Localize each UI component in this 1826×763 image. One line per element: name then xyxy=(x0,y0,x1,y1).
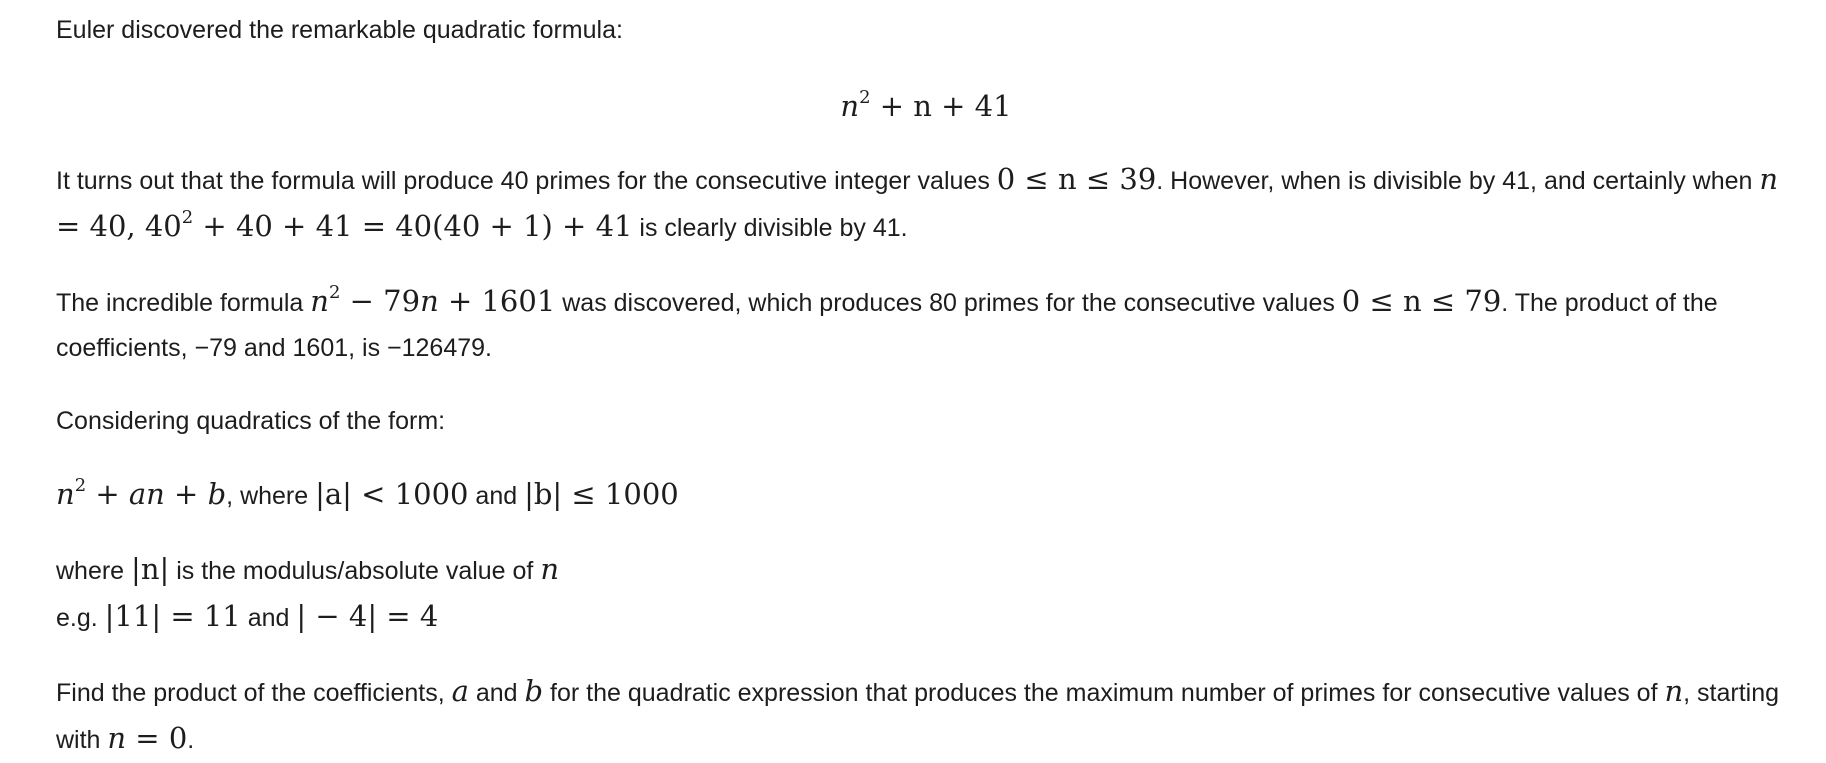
p4-plus-2: + xyxy=(164,477,208,511)
formula-variable: n xyxy=(840,89,860,123)
p4-form-math xyxy=(56,477,226,511)
p4-term-b: b xyxy=(207,477,227,511)
p5-line2-text: e.g. xyxy=(56,604,105,632)
p6-text-d: , starting with xyxy=(56,679,1780,754)
p3-text: Considering quadratics of the form: xyxy=(56,407,446,435)
p5-line1-math2: n xyxy=(540,552,560,586)
intro-paragraph xyxy=(56,8,1796,53)
p1-text-c: is clearly divisible by 41. xyxy=(632,214,908,242)
p2-var-2: n xyxy=(420,284,439,318)
paragraph-primes-40 xyxy=(56,157,1796,251)
p1-range-math: 0 ≤ n ≤ 39 xyxy=(996,162,1157,196)
problem-statement xyxy=(56,8,1796,763)
p5-line1-text2: is the modulus/absolute value of xyxy=(169,557,541,585)
formula-remainder: + n + 41 xyxy=(870,89,1012,123)
p6-text-c: for the quadratic expression that produces the maximum number of primes for consecutive values of xyxy=(543,679,1665,707)
formula-exponent: 2 xyxy=(859,87,871,109)
paragraph-primes-80 xyxy=(56,279,1796,371)
p2-formula-math xyxy=(310,284,555,318)
p2-text-a: The incredible formula xyxy=(56,289,311,317)
p5-line1-text: where xyxy=(56,557,132,585)
paragraph-modulus xyxy=(56,547,1796,641)
p4-plus-1: + xyxy=(86,477,129,511)
p5-line2-math: |11| = 11 xyxy=(104,599,241,633)
p2-var-1: n xyxy=(310,284,329,318)
paragraph-considering xyxy=(56,399,1796,444)
intro-text: Euler discovered the remarkable quadratic formula: xyxy=(56,16,623,44)
p1-eq-part2: = 40, 40 xyxy=(56,209,182,243)
p6-var-n: n xyxy=(1664,674,1684,708)
p6-start-value: = 0 xyxy=(126,721,188,755)
p2-text-c: . The product of the coefficients, −79 and 1601, is −126479. xyxy=(56,289,1718,362)
p1-eq-var: n xyxy=(1759,162,1779,196)
p6-start-math xyxy=(107,721,187,755)
p6-coef-a: a xyxy=(451,674,469,708)
p2-text-b: was discovered, which produces 80 primes for the consecutive values xyxy=(555,289,1342,317)
p6-text-a: Find the product of the coefficients, xyxy=(56,679,452,707)
p6-start-var: n xyxy=(107,721,127,755)
p4-text-a: , where xyxy=(226,482,316,510)
p6-coef-b: b xyxy=(524,674,544,708)
p4-var-n: n xyxy=(56,477,75,511)
paragraph-task xyxy=(56,669,1796,763)
p4-term-an: an xyxy=(128,477,165,511)
p1-text-b: . However, when is divisible by 41, and certainly when xyxy=(1156,167,1760,195)
p2-range-math: 0 ≤ n ≤ 79 xyxy=(1341,284,1502,318)
euler-formula xyxy=(56,81,1796,131)
p2-part2: − 79 xyxy=(340,284,421,318)
p5-line2-text2: and xyxy=(240,604,297,632)
p6-text-b: and xyxy=(468,679,525,707)
p2-exponent: 2 xyxy=(328,282,341,304)
p4-exponent: 2 xyxy=(74,475,87,497)
p2-part4: + 1601 xyxy=(438,284,556,318)
p4-bound-b: |b| ≤ 1000 xyxy=(524,477,679,511)
p4-bound-a: |a| < 1000 xyxy=(315,477,469,511)
p5-line2-math2: | − 4| = 4 xyxy=(296,599,439,633)
p1-text-a: It turns out that the formula will produce 40 primes for the consecutive integer values xyxy=(56,167,997,195)
p4-text-b: and xyxy=(468,482,525,510)
p1-eq-exponent: 2 xyxy=(181,207,194,229)
p6-text-e: . xyxy=(187,726,195,754)
p1-eq-part3: + 40 + 41 = 40(40 + 1) + 41 xyxy=(193,209,633,243)
p5-line1-math: |n| xyxy=(131,552,170,586)
paragraph-quadratic-form xyxy=(56,472,1796,519)
